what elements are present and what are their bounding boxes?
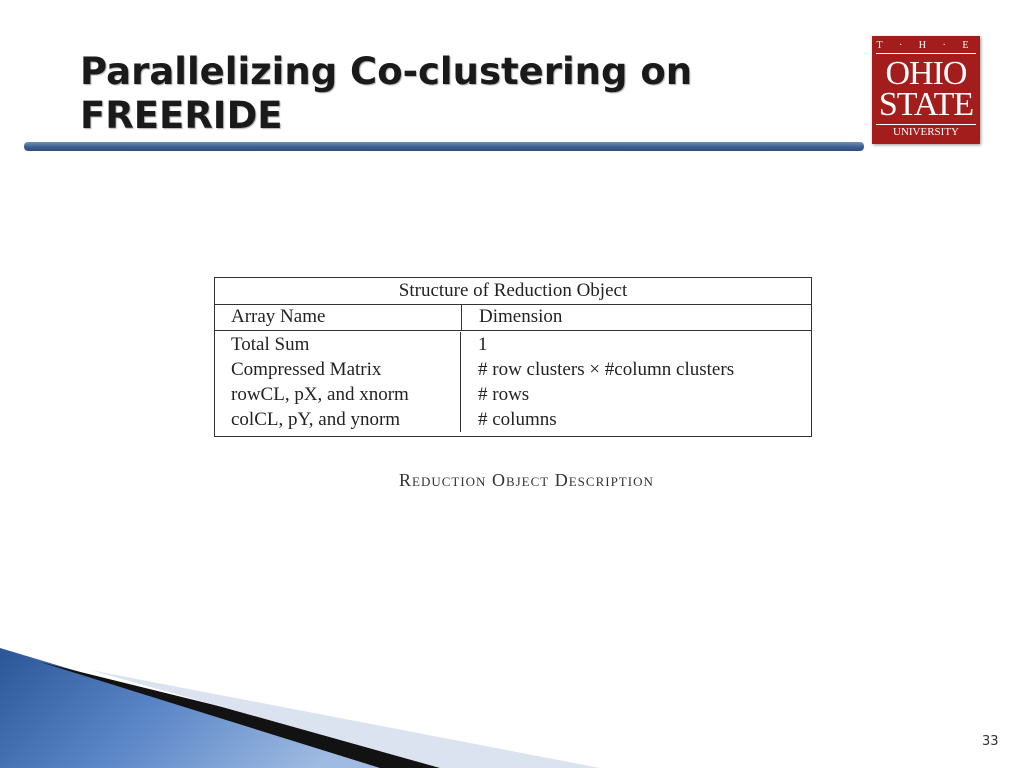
slide-title: [80, 50, 840, 138]
title-divider: [24, 142, 864, 151]
table-row: [215, 407, 811, 432]
logo-ohio: OHIO: [885, 55, 967, 92]
table-body: [214, 331, 812, 437]
cell-array-name: Compressed Matrix: [215, 357, 461, 382]
table-row: [215, 357, 811, 382]
cell-array-name: rowCL, pX, and xnorm: [215, 382, 461, 407]
slide-title-line-2: FREERIDE: [80, 94, 283, 137]
ohio-state-logo: [872, 36, 980, 144]
logo-the: T · H · E: [876, 40, 976, 51]
slide-title-line-1: Parallelizing Co-clustering on: [80, 50, 693, 93]
cell-array-name: colCL, pY, and ynorm: [215, 407, 461, 432]
header-dimension: Dimension: [479, 306, 563, 327]
page-number: 33: [982, 734, 999, 749]
table-row: [215, 382, 811, 407]
corner-swoosh-decoration: [0, 640, 640, 768]
cell-dimension: 1: [478, 334, 488, 355]
cell-dimension: # row clusters × #column clusters: [478, 359, 735, 380]
cell-array-name: Total Sum: [215, 332, 461, 357]
cell-dimension: # rows: [478, 384, 530, 405]
cell-dimension: # columns: [478, 409, 557, 430]
table-caption: Structure of Reduction Object: [214, 277, 812, 305]
logo-state: STATE: [878, 86, 974, 123]
header-array-name: Array Name: [215, 305, 462, 330]
table-header-row: [214, 305, 812, 331]
logo-rule-bottom: [876, 124, 976, 125]
logo-university: UNIVERSITY: [893, 126, 959, 138]
figure-caption: Reduction Object Description: [399, 470, 654, 490]
logo-rule-top: [876, 53, 976, 54]
table-row: [215, 332, 811, 357]
reduction-object-table: [214, 277, 812, 437]
